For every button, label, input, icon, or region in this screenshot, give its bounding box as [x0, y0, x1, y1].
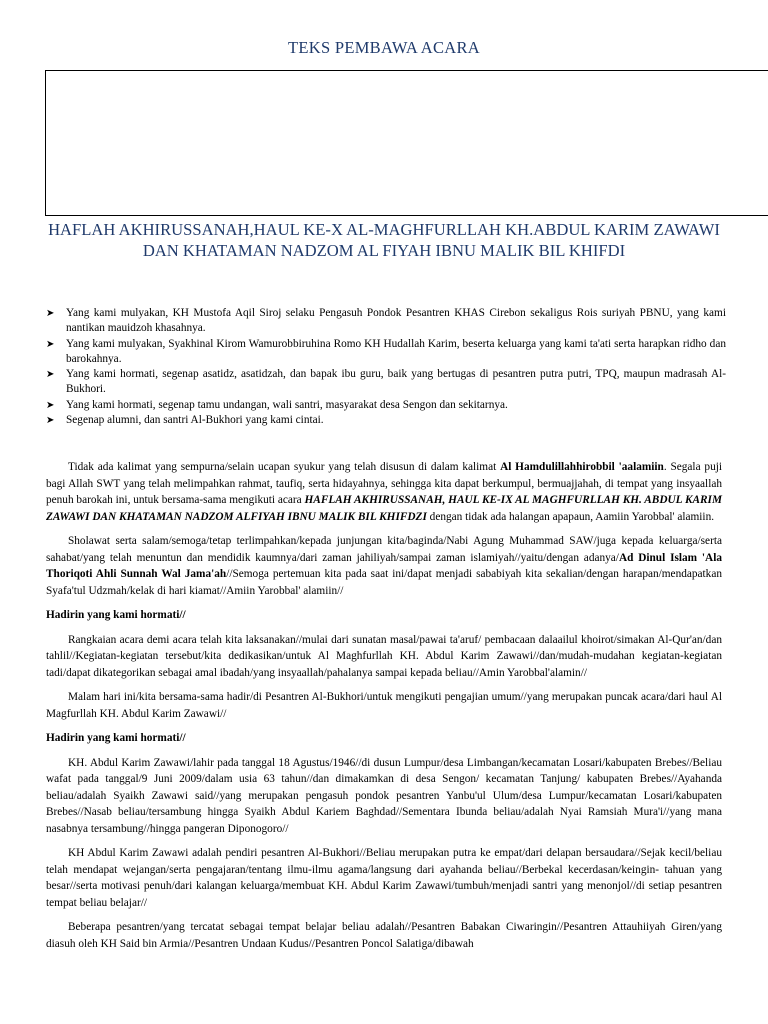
- list-item-text: Yang kami hormati, segenap asatidz, asatidzah, dan bapak ibu guru, baik yang bertugas di pesantren putra putri, TPQ, maupun madrasah Al-Bukhori.: [66, 368, 726, 396]
- subheading-hadirin: Hadirin yang kami hormati//: [46, 732, 186, 744]
- paragraph-founder: KH Abdul Karim Zawawi adalah pendiri pesantren Al-Bukhori//Beliau merupakan putra ke empat/dari delapan bersaudara//Sejak kecil/beliau telah mendapat wejangan/serta pengajaran/tentang ilmu-ilmu agama/langsung dari ayahanda beliau//Berbekal kecerdasan/keingin- tahuan yang besar//serta motivasi penuh/dari kalangan keluarga/membuat KH. Abdul Karim Zawawi/tumbuh/menjadi santri yang menonjol//di setiap pesantren tempat beliau belajar//: [46, 847, 722, 909]
- text-run: Sholawat serta salam/semoga/tetap terlimpahkan/kepada junjungan kita/baginda/Nabi Agung Muhammad SAW/juga kepada keluarga/serta sahabat/yang telah menuntun dan mendidik kaumnya/dari zaman jahiliyah/sampai zaman islamiyah//yaitu/dengan adanya/: [46, 535, 722, 564]
- paragraph-biography: KH. Abdul Karim Zawawi/lahir pada tanggal 18 Agustus/1946//di dusun Lumpur/desa Limbangan/kecamatan Losari/kabupaten Brebes//Beliau wafat pada tanggal/9 Juni 2009/dalam usia 63 tahun//dan dimakamkan di desa Sengon/ kecamatan Tanjung/ kabupaten Brebes//Ayahanda beliau/adalah Syaikh Zawawi said//yang merupakan pengasuh pondok pesantren Yanbu'ul Ulum/desa Lumpur/kecamatan Losari/kabupaten Brebes//Nasab beliau/tersambung hingga Syaikh Abdul Kariem Baghdad//Sementara Ibunda beliau/adalah Nyai Ramsiah Mura'i//yang mana nasabnya tersambung//hingga pangeran Diponogoro//: [46, 756, 722, 835]
- document-body: [46, 459, 722, 960]
- paragraph-opening: [46, 459, 722, 525]
- text-run: . Segala puji bagi Allah SWT yang telah melimpahkan rahmat, taufiq, serta hidayahnya, sehingga kita dapat berkumpul, bermuajjahah, di tempat yang insyaallah penuh barokah ini, untuk bersama-sama mengikuti acara: [46, 461, 722, 506]
- list-item-text: Yang kami mulyakan, Syakhinal Kirom Wamurobbiruhina Romo KH Hudallah Karim, beserta keluarga yang kami ta'ati serta harapkan ridho dan barokahnya.: [66, 337, 726, 365]
- bold-italic-event-name: HAFLAH AKHIRUSSANAH, HAUL KE-IX AL MAGHFURLLAH KH. ABDUL KARIM ZAWAWI DAN KHATAMAN NADZOM ALFIYAH IBNU MALIK BIL KHIFDZI: [46, 494, 722, 523]
- list-item-text: Yang kami mulyakan, KH Mustofa Aqil Siroj selaku Pengasuh Pondok Pesantren KHAS Cirebon sekaligus Rois suriyah PBNU, yang kami nantikan mauidzoh khasahnya.: [66, 307, 726, 335]
- document-heading: TEKS PEMBAWA ACARA: [287, 38, 481, 57]
- empty-frame-box: [45, 70, 768, 216]
- arrow-bullet-icon: ➤: [46, 399, 55, 411]
- list-item: [46, 306, 726, 337]
- list-item-text: Yang kami hormati, segenap tamu undangan, wali santri, masyarakat desa Sengon dan sekitarnya.: [66, 398, 508, 411]
- honorifics-list: [46, 306, 726, 428]
- arrow-bullet-icon: ➤: [46, 369, 55, 381]
- bold-text: Ad Dinul Islam 'Ala Thoriqoti Ahli Sunnah Wal Jama'ah: [46, 551, 722, 580]
- list-item: [46, 398, 726, 413]
- paragraph-malam: Malam hari ini/kita bersama-sama hadir/di Pesantren Al-Bukhori/untuk mengikuti pengajian umum//yang merupakan puncak acara/dari haul Al Magfurllah KH. Abdul Karim Zawawi//: [46, 691, 722, 720]
- paragraph-rangkaian: Rangkaian acara demi acara telah kita laksanakan//mulai dari sunatan masal/pawai ta'aruf/ pembacaan dalaailul khoirot/simakan Al-Qur'an/dan tahlil//Kegiatan-kegiatan tersebut/kita dedikasikan/untuk Al Maghfurllah KH. Abdul Karim Zawawi//dan/mudah-mudahan kegiatan-kegiatan tadi/dapat dikategorikan sebagai amal ibadah/yang insyaallah/pahalanya sampai kepada beliau//Amin Yarobbal'alamin//: [46, 633, 722, 679]
- text-run: Tidak ada kalimat yang sempurna/selain ucapan syukur yang telah disusun di dalam kalimat: [68, 461, 501, 473]
- paragraph-sholawat: [46, 533, 722, 599]
- arrow-bullet-icon: ➤: [46, 308, 55, 319]
- event-title: HAFLAH AKHIRUSSANAH,HAUL KE-X AL-MAGHFURLLAH KH.ABDUL KARIM ZAWAWI DAN KHATAMAN NADZOM AL FIYAH IBNU MALIK BIL KHIFDI: [48, 220, 720, 260]
- list-item: [46, 337, 726, 368]
- paragraph-pesantren: Beberapa pesantren/yang tercatat sebagai tempat belajar beliau adalah//Pesantren Babakan Ciwaringin//Pesantren Attauhiiyah Giren/yang diasuh oleh KH Said bin Armia//Pesantren Undaan Kudus//Pesantren Poncol Salatiga/dibawah: [46, 921, 722, 950]
- arrow-bullet-icon: ➤: [46, 415, 55, 427]
- arrow-bullet-icon: ➤: [46, 338, 55, 350]
- bold-text: Al Hamdulillahhirobbil 'aalamiin: [500, 461, 664, 473]
- subheading-hadirin: Hadirin yang kami hormati//: [46, 609, 186, 621]
- text-run: //Semoga pertemuan kita pada saat ini/dapat menjadi sababiyah kita sekalian/dengan harapan/mendapatkan Syafa'tul Udzmah/kelak di hari kiamat//Amiin Yarobbal' alamiin//: [46, 568, 722, 597]
- text-run: dengan tidak ada halangan apapaun, Aamiin Yarobbal' alamiin.: [426, 510, 715, 523]
- list-item: [46, 413, 726, 428]
- list-item-text: Segenap alumni, dan santri Al-Bukhori yang kami cintai.: [66, 414, 324, 427]
- list-item: [46, 367, 726, 398]
